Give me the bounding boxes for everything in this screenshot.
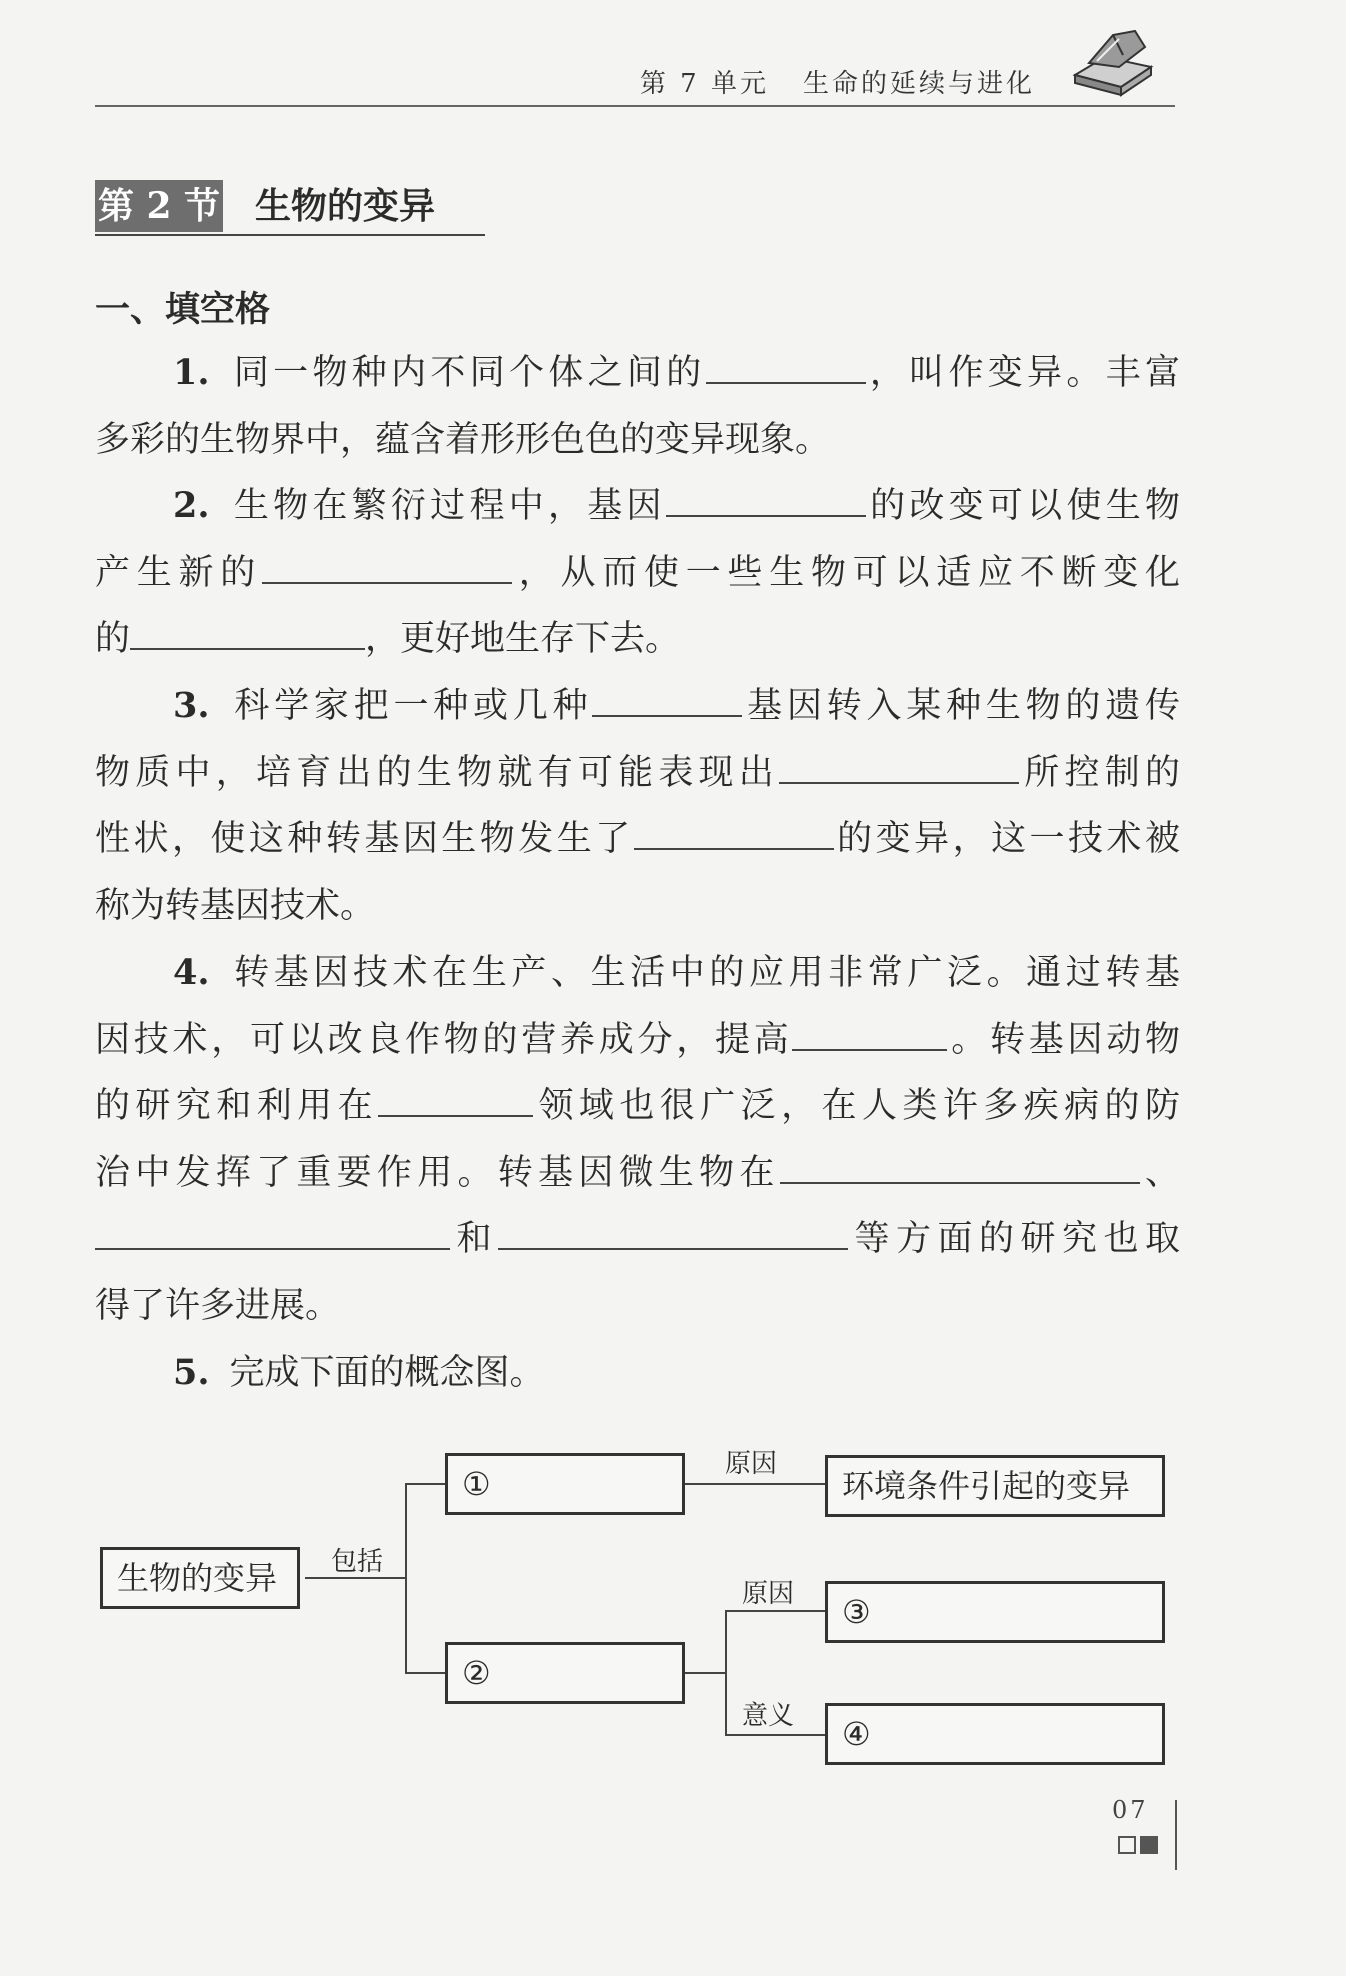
- page-header: [95, 55, 1175, 107]
- concept-diagram: [95, 1425, 1195, 1795]
- label-cause-top: 原因: [725, 1449, 778, 1479]
- label-includes: 包括: [331, 1547, 384, 1577]
- header-text: [640, 63, 1035, 100]
- blank-5[interactable]: [592, 683, 742, 717]
- section-heading: [95, 180, 485, 236]
- connector-box2-right: [685, 1672, 725, 1674]
- question-1: 1. 同一物种内不同个体之间的 ，叫作变异。丰富 多彩的生物界中，蕴含着形形色色的变异现象。: [95, 352, 1180, 460]
- connector-bracket-left: [405, 1483, 407, 1673]
- page-number: 07: [1112, 1796, 1149, 1824]
- blank-12[interactable]: [498, 1216, 848, 1250]
- connector-to-box4: [725, 1734, 825, 1736]
- connector-bracket-right: [725, 1610, 727, 1735]
- connector-to-box2: [405, 1672, 445, 1674]
- box-2[interactable]: ②: [445, 1642, 685, 1704]
- connector-to-box1: [405, 1483, 445, 1485]
- label-cause-mid: 原因: [742, 1579, 795, 1609]
- blank-2[interactable]: [666, 483, 866, 517]
- blank-10[interactable]: [780, 1150, 1140, 1184]
- box-4[interactable]: ④: [825, 1703, 1165, 1765]
- section-title: 生物的变异: [255, 185, 436, 227]
- question-3: 3. 科学家把一种或几种 基因转入某种生物的遗传 物质中，培育出的生物就有可能表现出 所控制的 性状，使这种转基因生物发生了 的变异，这一技术被 称为转基因技术。: [95, 685, 1180, 926]
- question-4: 4. 转基因技术在生产、生活中的应用非常广泛。通过转基 因技术，可以改良作物的营养成分，提高 。转基因动物 的研究和利用在 领域也很广泛，在人类许多疾病的防 治中发挥了重要作用。转基因微生物在 、 和 等方面的研究也取 得了许多进展。: [95, 952, 1180, 1326]
- blank-9[interactable]: [378, 1083, 533, 1117]
- blank-3[interactable]: [262, 550, 512, 584]
- blank-4[interactable]: [130, 616, 365, 650]
- blank-6[interactable]: [779, 750, 1019, 784]
- label-meaning: 意义: [742, 1701, 795, 1731]
- blank-8[interactable]: [792, 1017, 947, 1051]
- connector-box1-env: [685, 1483, 825, 1485]
- env-box: 环境条件引起的变异: [825, 1455, 1165, 1517]
- blank-7[interactable]: [634, 816, 834, 850]
- part-title: 一、填空格: [95, 289, 271, 330]
- header-title: 生命的延续与进化: [802, 69, 1035, 99]
- blank-1[interactable]: [706, 350, 866, 384]
- connector-to-box3: [725, 1610, 825, 1612]
- question-5: 5. 完成下面的概念图。: [173, 1352, 545, 1393]
- box-1[interactable]: ①: [445, 1453, 685, 1515]
- root-box: 生物的变异: [100, 1547, 300, 1609]
- page-rule: [1175, 1800, 1177, 1870]
- blank-11[interactable]: [95, 1216, 450, 1250]
- page-marker: [1118, 1836, 1162, 1858]
- section-badge: 第 2 节: [95, 180, 223, 232]
- square-filled-icon: [1140, 1836, 1158, 1854]
- question-2: 2. 生物在繁衍过程中，基因 的改变可以使生物 产生新的 ，从而使一些生物可以适应不断变化 的 ，更好地生存下去。: [95, 485, 1180, 659]
- header-unit: 第 7 单元: [639, 69, 769, 99]
- book-stack-icon: [1069, 27, 1155, 99]
- box-3[interactable]: ③: [825, 1581, 1165, 1643]
- square-empty-icon: [1118, 1836, 1136, 1854]
